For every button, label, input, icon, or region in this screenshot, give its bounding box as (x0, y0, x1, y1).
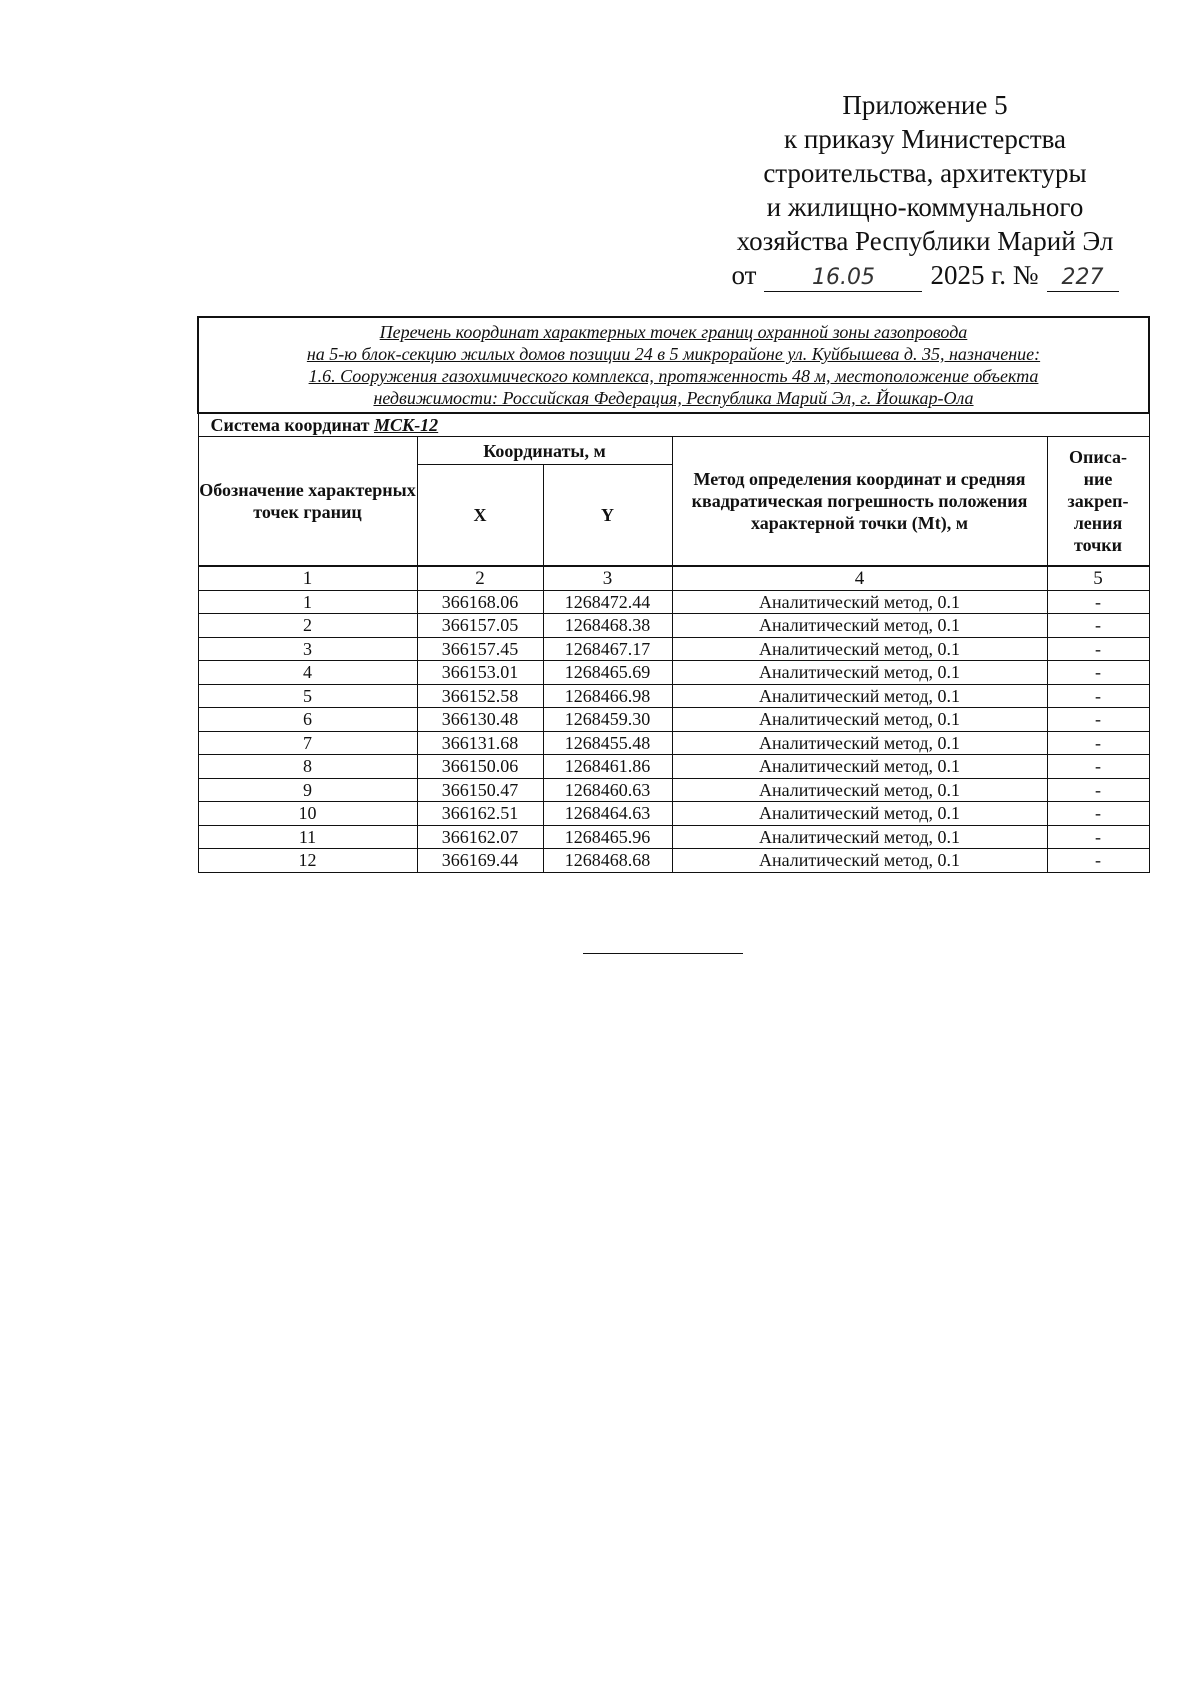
table-row (198, 614, 1149, 638)
cell-x: 366162.51 (417, 802, 543, 826)
cell-method: Аналитический метод, 0.1 (672, 684, 1047, 708)
table-body (198, 590, 1149, 872)
table-row (198, 684, 1149, 708)
cell-description: - (1047, 684, 1149, 708)
column-index: 2 (417, 566, 543, 591)
caption-line: Перечень координат характерных точек границ охранной зоны газопровода (379, 322, 968, 342)
cell-y: 1268466.98 (543, 684, 672, 708)
coordinate-system (198, 413, 1149, 437)
cell-x: 366169.44 (417, 849, 543, 873)
cell-description: - (1047, 637, 1149, 661)
cell-description: - (1047, 755, 1149, 779)
end-separator-line (583, 953, 743, 954)
cell-y: 1268468.38 (543, 614, 672, 638)
cell-point: 5 (198, 684, 417, 708)
header-designation: Обозначение характерных точек границ (198, 437, 417, 566)
date-prefix: от (731, 260, 757, 290)
cell-x: 366131.68 (417, 731, 543, 755)
cell-point: 11 (198, 825, 417, 849)
caption-line: на 5-ю блок-секцию жилых домов позиции 24 в 5 микрорайоне ул. Куйбышева д. 35, назначение: (306, 344, 1041, 364)
table-row (198, 708, 1149, 732)
cell-x: 366157.45 (417, 637, 543, 661)
approval-block (690, 88, 1160, 292)
cell-y: 1268464.63 (543, 802, 672, 826)
header-method: Метод определения координат и средняя квадратическая погрешность положения характерной точки (Mt), м (672, 437, 1047, 566)
cell-method: Аналитический метод, 0.1 (672, 590, 1047, 614)
cell-y: 1268465.96 (543, 825, 672, 849)
header-y: Y (543, 465, 672, 566)
cell-x: 366130.48 (417, 708, 543, 732)
table-row (198, 661, 1149, 685)
cell-y: 1268472.44 (543, 590, 672, 614)
coord-system-code: МСК-12 (373, 415, 439, 435)
header-description: Описа-ние закреп-ления точки (1047, 437, 1149, 566)
cell-point: 8 (198, 755, 417, 779)
cell-method: Аналитический метод, 0.1 (672, 802, 1047, 826)
table-row (198, 778, 1149, 802)
cell-description: - (1047, 614, 1149, 638)
cell-description: - (1047, 778, 1149, 802)
coordinates-table (197, 316, 1150, 873)
table-row (198, 849, 1149, 873)
header-coordinates: Координаты, м (417, 437, 672, 465)
handwritten-order-number: 227 (1047, 265, 1119, 292)
cell-description: - (1047, 731, 1149, 755)
coord-system-label: Система координат (210, 415, 370, 435)
table-row (198, 731, 1149, 755)
cell-y: 1268459.30 (543, 708, 672, 732)
year-text: 2025 г. № (930, 260, 1039, 290)
table-row (198, 637, 1149, 661)
cell-description: - (1047, 825, 1149, 849)
cell-y: 1268455.48 (543, 731, 672, 755)
cell-point: 4 (198, 661, 417, 685)
approval-line-2: к приказу Министерства (783, 124, 1067, 154)
cell-method: Аналитический метод, 0.1 (672, 661, 1047, 685)
handwritten-date: 16.05 (764, 265, 922, 292)
cell-method: Аналитический метод, 0.1 (672, 849, 1047, 873)
cell-point: 7 (198, 731, 417, 755)
cell-x: 366150.47 (417, 778, 543, 802)
cell-x: 366157.05 (417, 614, 543, 638)
cell-x: 366168.06 (417, 590, 543, 614)
cell-point: 6 (198, 708, 417, 732)
caption-line: 1.6. Сооружения газохимического комплекса, протяженность 48 м, местоположение объекта (308, 366, 1039, 386)
table-row (198, 825, 1149, 849)
cell-y: 1268468.68 (543, 849, 672, 873)
cell-point: 1 (198, 590, 417, 614)
cell-point: 10 (198, 802, 417, 826)
cell-x: 366153.01 (417, 661, 543, 685)
cell-y: 1268460.63 (543, 778, 672, 802)
appendix-title: Приложение 5 (842, 90, 1008, 120)
cell-method: Аналитический метод, 0.1 (672, 708, 1047, 732)
cell-method: Аналитический метод, 0.1 (672, 731, 1047, 755)
cell-description: - (1047, 802, 1149, 826)
cell-point: 9 (198, 778, 417, 802)
cell-method: Аналитический метод, 0.1 (672, 614, 1047, 638)
cell-y: 1268461.86 (543, 755, 672, 779)
caption-line: недвижимости: Российская Федерация, Республика Марий Эл, г. Йошкар-Ола (373, 388, 974, 408)
approval-line-4: и жилищно-коммунального (766, 192, 1084, 222)
cell-method: Аналитический метод, 0.1 (672, 778, 1047, 802)
table-row (198, 755, 1149, 779)
table-row (198, 802, 1149, 826)
cell-y: 1268465.69 (543, 661, 672, 685)
column-index-row (198, 566, 1149, 591)
approval-date-line (690, 258, 1160, 292)
approval-line-5: хозяйства Республики Марий Эл (736, 226, 1114, 256)
approval-line-3: строительства, архитектуры (763, 158, 1087, 188)
header-x: X (417, 465, 543, 566)
cell-point: 3 (198, 637, 417, 661)
cell-method: Аналитический метод, 0.1 (672, 755, 1047, 779)
cell-description: - (1047, 661, 1149, 685)
cell-y: 1268467.17 (543, 637, 672, 661)
cell-point: 2 (198, 614, 417, 638)
column-index: 5 (1047, 566, 1149, 591)
column-index: 3 (543, 566, 672, 591)
column-index: 4 (672, 566, 1047, 591)
cell-description: - (1047, 590, 1149, 614)
column-index: 1 (198, 566, 417, 591)
cell-point: 12 (198, 849, 417, 873)
cell-description: - (1047, 849, 1149, 873)
cell-method: Аналитический метод, 0.1 (672, 825, 1047, 849)
cell-x: 366150.06 (417, 755, 543, 779)
cell-x: 366152.58 (417, 684, 543, 708)
table-caption (198, 317, 1149, 413)
cell-method: Аналитический метод, 0.1 (672, 637, 1047, 661)
table-row (198, 590, 1149, 614)
cell-description: - (1047, 708, 1149, 732)
cell-x: 366162.07 (417, 825, 543, 849)
